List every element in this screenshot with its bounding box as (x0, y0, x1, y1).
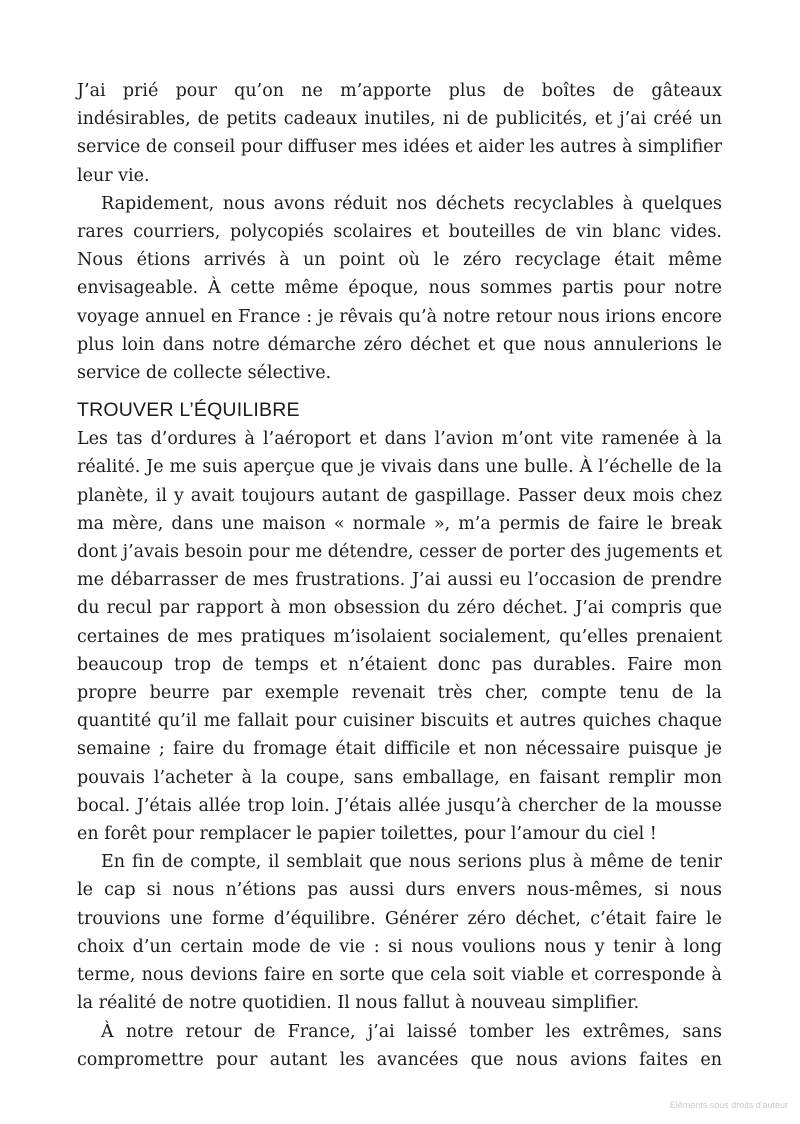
paragraph-4: En fin de compte, il semblait que nous serions plus à même de tenir le cap si nous n’étions pas aussi durs envers nous-mêmes, si nous trouvions une forme d’équilibre. Générer zéro déchet, c’était faire le choix d’un certain mode de vie : si nous voulions nous y tenir à long terme, nous devions faire en sorte que cela soit viable et corresponde à la réalité de notre quotidien. Il nous fallut à nouveau simplifier. (77, 852, 722, 1014)
paragraph-5: À notre retour de France, j’ai laissé tomber les extrêmes, sans compromettre pour autant les avancées que nous avions faites en (77, 1021, 722, 1070)
section-heading: TROUVER L’ÉQUILIBRE (77, 399, 300, 422)
paragraph-3: Les tas d’ordures à l’aéroport et dans l’avion m’ont vite ramenée à la réalité. Je me suis aperçue que je vivais dans une bulle. À l’échelle de la planète, il y avait toujours autant de gaspillage. Passer deux mois chez ma mère, dans une maison « normale », m’a permis de faire le break dont j’avais besoin pour me détendre, cesser de porter des jugements et me débarrasser de mes frustrations. J’ai aussi eu l’occasion de prendre du recul par rapport à mon obsession du zéro déchet. J’ai compris que certaines de mes pratiques m’isolaient socialement, qu’elles prenaient beaucoup trop de temps et n’étaient donc pas durables. Faire mon propre beurre par exemple revenait très cher, compte tenu de la quantité qu’il me fallait pour cuisiner biscuits et autres quiches chaque semaine ; faire du fromage était difficile et non nécessaire puisque je pouvais l’acheter à la coupe, sans emballage, en faisant remplir mon bocal. J’étais allée trop loin. J’étais allée jusqu’à chercher de la mousse en forêt pour remplacer le papier toilettes, pour l’amour du ciel ! (77, 429, 722, 845)
paragraph-1: J’ai prié pour qu’on ne m’apporte plus de boîtes de gâteaux indésirables, de petits cadeaux inutiles, ni de publicités, et j’ai créé un service de conseil pour diffuser mes idées et aider les autres à simplifier leur vie. (77, 81, 722, 186)
paragraph-2: Rapidement, nous avons réduit nos déchets recyclables à quelques rares courriers, polycopiés scolaires et bouteilles de vin blanc vides. Nous étions arrivés à un point où le zéro recyclage était même envisageable. À cette même époque, nous sommes partis pour notre voyage annuel en France : je rêvais qu’à notre retour nous irions encore plus loin dans notre démarche zéro déchet et que nous annulerions le service de collecte sélective. (77, 193, 722, 384)
copyright-watermark: Eléments sous droits d'auteur (669, 1100, 788, 1110)
book-page (77, 77, 722, 1074)
